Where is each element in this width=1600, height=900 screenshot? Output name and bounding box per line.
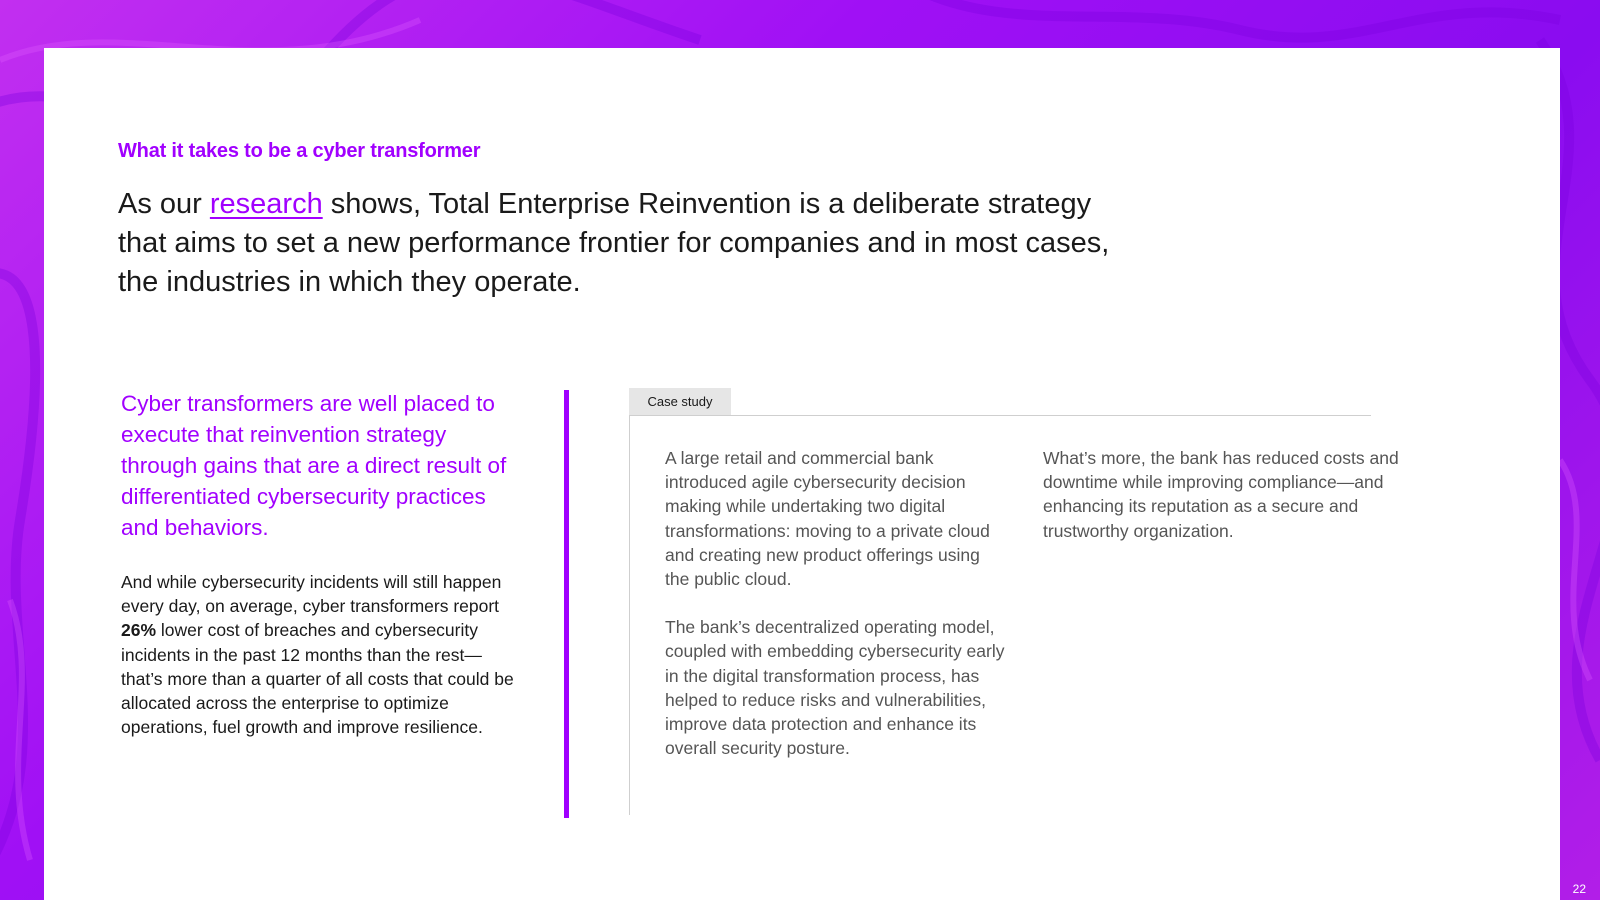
headline xyxy=(118,185,1128,302)
headline-suffix: shows, Total Enterprise Reinvention is a deliberate strategy that aims to set a new performance frontier for companies and in most cases, the industries in which they operate. xyxy=(118,188,1110,298)
body-text-after: lower cost of breaches and cybersecurity incidents in the past 12 months than the rest—that’s more than a quarter of all costs that could be allocated across the enterprise to optimize operations, fuel growth and improve resilience. xyxy=(121,620,514,738)
content-card xyxy=(44,48,1560,900)
case-study-paragraph: What’s more, the bank has reduced costs and downtime while improving compliance—and enhancing its reputation as a secure and trustworthy organization. xyxy=(1043,448,1399,541)
research-link[interactable]: research xyxy=(209,188,323,220)
case-study-tab: Case study xyxy=(629,388,731,415)
case-study-paragraph: A large retail and commercial bank introduced agile cybersecurity decision making while undertaking two digital transformations: moving to a private cloud and creating new product offerings using the public cloud. xyxy=(665,448,990,590)
body-paragraph xyxy=(121,570,521,739)
stat-highlight: 26% xyxy=(121,620,157,641)
section-eyebrow: What it takes to be a cyber transformer xyxy=(118,140,481,162)
case-study-paragraph: The bank’s decentralized operating model, coupled with embedding cybersecurity early in the digital transformation process, has helped to reduce risks and vulnerabilities, improve data protection and enhance its overall security posture. xyxy=(665,617,1005,759)
body-text-before: And while cybersecurity incidents will still happen every day, on average, cyber transformers report xyxy=(121,572,502,617)
pull-quote: Cyber transformers are well placed to execute that reinvention strategy through gains that are a direct result of differentiated cybersecurity practices and behaviors. xyxy=(121,391,507,540)
accent-divider xyxy=(564,390,569,818)
page-number: 22 xyxy=(1572,882,1586,896)
case-study-column-right xyxy=(1043,446,1403,567)
case-study-column-left xyxy=(665,446,1005,784)
case-study-side-rule xyxy=(629,415,630,815)
case-study-rule xyxy=(629,415,1371,416)
headline-prefix: As our xyxy=(118,188,210,220)
